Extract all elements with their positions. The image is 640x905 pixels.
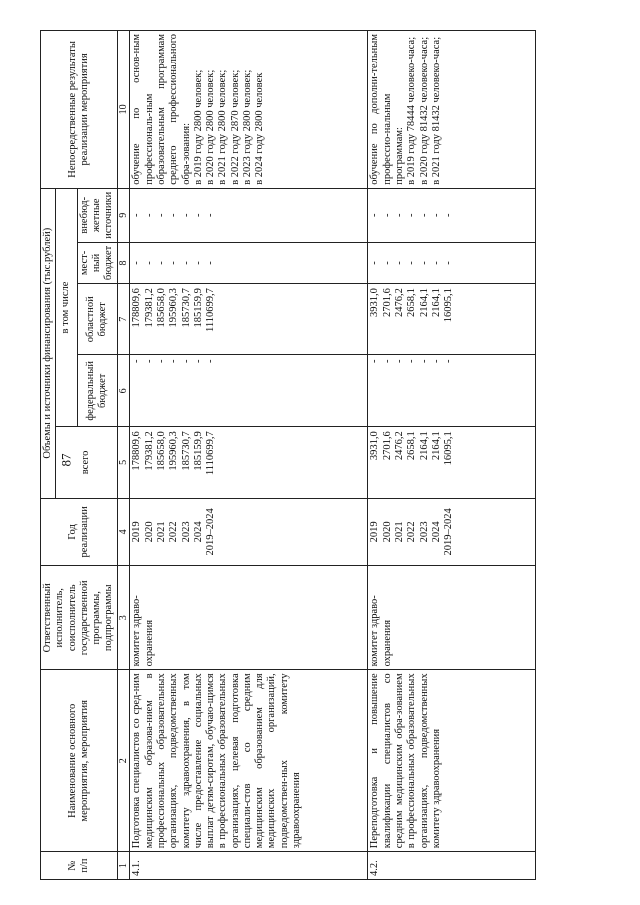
amount: - xyxy=(155,261,167,265)
amount: 16095,1 xyxy=(443,288,455,323)
results-cell xyxy=(130,31,368,189)
year: 2019–2024 xyxy=(443,508,455,556)
amount: 185658,0 xyxy=(155,288,167,328)
header-including: в том числе xyxy=(56,188,78,426)
activity-name: Подготовка специалистов со сред-ним медицинским образова-нием в профессиональных образовательных организациях, подведомственных комитету здравоохранения, в том числе предоставление социальных выплат детям-сиротам, обучаю-щимся в профессиональных образовательных организациях, целевая подготовка специали-стов со средним медицинским образованием для медицинских организаций, подведомствен-ных комитету здравоохранения xyxy=(130,670,368,852)
header-year: Год реализации xyxy=(41,498,118,566)
amount: - xyxy=(168,213,180,218)
amount: - xyxy=(192,359,204,363)
header-num: № п/п xyxy=(41,852,118,880)
total-cell xyxy=(368,427,536,498)
header-results: Непосредственные результаты реализации мероприятия xyxy=(41,31,118,189)
amount: - xyxy=(168,359,180,363)
year: 2021 xyxy=(393,521,405,543)
year: 2023 xyxy=(180,521,192,543)
amount: - xyxy=(143,359,155,363)
col-number: 3 xyxy=(117,566,130,670)
result-line: в 2022 году 2870 человек; xyxy=(229,69,241,185)
header-federal: федеральный бюджет xyxy=(77,355,117,427)
amount: 2164,1 xyxy=(418,288,430,317)
amount: - xyxy=(192,213,204,218)
amount: - xyxy=(393,359,405,363)
amount: - xyxy=(406,261,418,265)
amount: 178809,6 xyxy=(131,288,143,328)
year: 2019 xyxy=(131,521,143,543)
year: 2024 xyxy=(430,521,442,543)
amount: - xyxy=(369,213,381,218)
executor: комитет здраво-охранения xyxy=(130,566,368,670)
executor: комитет здраво-охранения xyxy=(368,566,536,670)
amount: - xyxy=(393,261,405,265)
amount: - xyxy=(430,213,442,218)
amount: 185159,9 xyxy=(192,288,204,328)
amount: - xyxy=(131,359,143,363)
header-regional: областной бюджет xyxy=(77,284,117,355)
col-number: 7 xyxy=(117,284,130,355)
amount: - xyxy=(381,213,393,218)
activity-name: Переподготовка и повышение квалификации специалистов со средним медицинским обра-зованием в профессиональных образовательных организациях, подведомственных комитету здравоохранения xyxy=(368,670,536,852)
col-number: 10 xyxy=(117,31,130,189)
amount: - xyxy=(180,261,192,265)
row-number: 4.2. xyxy=(368,852,536,880)
amount: - xyxy=(418,261,430,265)
amount: 195960,3 xyxy=(168,431,180,471)
regional-cell xyxy=(130,284,368,355)
amount: - xyxy=(393,213,405,218)
amount: - xyxy=(205,359,217,363)
header-funding: Объемы и источники финансирования (тыс.рублей) xyxy=(41,188,56,498)
amount: 2658,1 xyxy=(406,288,418,317)
amount: 185159,9 xyxy=(192,431,204,471)
amount: 2164,1 xyxy=(430,288,442,317)
amount: - xyxy=(143,213,155,218)
amount: 185658,0 xyxy=(155,431,167,471)
local-cell xyxy=(368,242,536,283)
row-number: 4.1. xyxy=(130,852,368,880)
col-number: 6 xyxy=(117,355,130,427)
federal-cell xyxy=(368,355,536,427)
amount: - xyxy=(369,261,381,265)
amount: - xyxy=(205,213,217,218)
result-line: в 2023 году 2800 человек; xyxy=(241,69,253,185)
table-row xyxy=(368,31,536,880)
col-number: 9 xyxy=(117,188,130,242)
amount: 3931,0 xyxy=(369,288,381,317)
result-line: в 2020 году 81432 человеко-часа; xyxy=(418,36,430,185)
year: 2019 xyxy=(369,521,381,543)
amount: - xyxy=(192,261,204,265)
local-cell xyxy=(130,242,368,283)
amount: - xyxy=(131,213,143,218)
amount: - xyxy=(443,359,455,363)
year: 2019–2024 xyxy=(205,508,217,556)
year: 2024 xyxy=(192,521,204,543)
amount: - xyxy=(180,213,192,218)
extra-cell xyxy=(368,188,536,242)
amount: - xyxy=(406,359,418,363)
amount: 2658,1 xyxy=(406,431,418,461)
amount: 185730,7 xyxy=(180,288,192,328)
amount: - xyxy=(168,261,180,265)
amount: - xyxy=(418,359,430,363)
amount: - xyxy=(406,213,418,218)
amount: 2701,6 xyxy=(381,288,393,317)
header-local: мест-ный бюджет xyxy=(77,242,117,283)
amount: 2476,2 xyxy=(393,288,405,317)
header-name: Наименование основного мероприятия, мероприятия xyxy=(41,670,118,852)
col-number: 5 xyxy=(117,427,130,498)
amount: - xyxy=(443,213,455,218)
rotated-table-container xyxy=(40,30,600,880)
result-line: в 2019 году 78444 человеко-часа; xyxy=(406,36,418,185)
amount: 195960,3 xyxy=(168,288,180,328)
page-number: 87 xyxy=(58,453,74,467)
amount: 179381,2 xyxy=(143,288,155,328)
results-intro: обучение по основ-ным профессиональ-ным образовательным программам среднего профессионального обра-зования: xyxy=(131,34,192,185)
amount: - xyxy=(430,359,442,363)
amount: - xyxy=(205,261,217,265)
federal-cell xyxy=(130,355,368,427)
extra-cell xyxy=(130,188,368,242)
amount: 2164,1 xyxy=(430,431,442,461)
amount: 179381,2 xyxy=(143,431,155,471)
amount: - xyxy=(369,359,381,363)
amount: 2701,6 xyxy=(381,431,393,461)
amount: - xyxy=(381,359,393,363)
year: 2023 xyxy=(418,521,430,543)
results-intro: обучение по дополни-тельным профессио-нальным программам: xyxy=(369,34,405,185)
result-line: в 2021 году 81432 человеко-часа; xyxy=(430,36,442,185)
amount: - xyxy=(180,359,192,363)
year: 2022 xyxy=(406,521,418,543)
amount: 2476,2 xyxy=(393,431,405,461)
amount: 2164,1 xyxy=(418,431,430,461)
amount: - xyxy=(430,261,442,265)
year: 2021 xyxy=(155,521,167,543)
result-line: в 2020 году 2800 человек; xyxy=(205,69,217,185)
amount: - xyxy=(381,261,393,265)
result-line: в 2021 году 2800 человек; xyxy=(217,69,229,185)
amount: - xyxy=(418,213,430,218)
amount: - xyxy=(131,261,143,265)
total-cell xyxy=(130,427,368,498)
col-number: 2 xyxy=(117,670,130,852)
regional-cell xyxy=(368,284,536,355)
amount: - xyxy=(155,213,167,218)
year: 2022 xyxy=(168,521,180,543)
years-cell xyxy=(368,498,536,566)
amount: 1110699,7 xyxy=(205,431,217,476)
amount: - xyxy=(143,261,155,265)
result-line: в 2019 году 2800 человек; xyxy=(192,69,204,185)
header-total: всего xyxy=(56,427,117,498)
table-row xyxy=(130,31,368,880)
years-cell xyxy=(130,498,368,566)
amount: 1110699,7 xyxy=(205,288,217,332)
col-number: 1 xyxy=(117,852,130,880)
amount: - xyxy=(155,359,167,363)
year: 2020 xyxy=(381,521,393,543)
col-number: 4 xyxy=(117,498,130,566)
header-executor: Ответственный исполнитель, соисполнитель государственной программы, подпрограммы xyxy=(41,566,118,670)
year: 2020 xyxy=(143,521,155,543)
amount: 178809,6 xyxy=(131,431,143,471)
result-line: в 2024 году 2800 человек xyxy=(254,72,266,185)
amount: 185730,7 xyxy=(180,431,192,471)
header-extra: внебюд-жетные источники xyxy=(77,188,117,242)
results-cell xyxy=(368,31,536,189)
amount: - xyxy=(443,261,455,265)
amount: 3931,0 xyxy=(369,431,381,461)
column-number-row xyxy=(117,31,130,880)
col-number: 8 xyxy=(117,242,130,283)
funding-table xyxy=(40,30,536,880)
amount: 16095,1 xyxy=(443,431,455,466)
